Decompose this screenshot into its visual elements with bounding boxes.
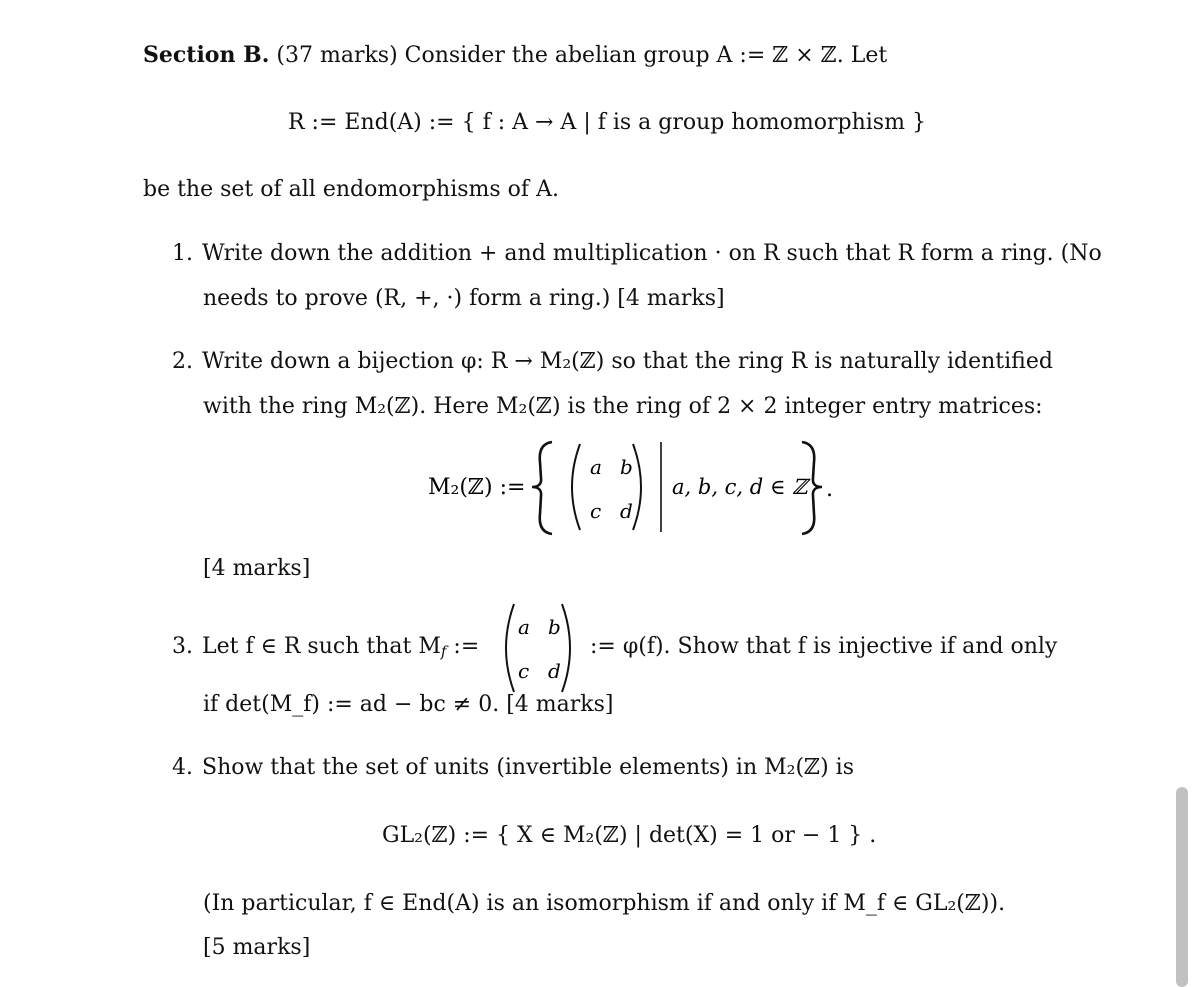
q2-text-line1: Write down a bijection φ: R → M₂(ℤ) so that the ring R is naturally identified [202, 349, 1053, 374]
section-intro: (37 marks) Consider the abelian group A := ℤ × ℤ. Let [276, 43, 888, 68]
q3-text-post: := φ(f). Show that f is injective if and only [590, 634, 1058, 659]
q3-left-paren [506, 604, 514, 692]
matrix-entry-a: a [590, 455, 602, 479]
def-R-display: R := End(A) := { f : A → A | f is a group homomorphism } [288, 110, 926, 135]
q4-text-line2: (In particular, f ∈ End(A) is an isomorphism if and only if M_f ∈ GL₂(ℤ)). [203, 891, 1006, 916]
q3-entry-a: a [518, 615, 530, 639]
matrix-entry-c: c [590, 499, 602, 523]
q3-entry-b: b [548, 615, 561, 639]
q2-marks: [4 marks] [203, 556, 311, 581]
q4-number: 4. [172, 755, 193, 780]
q4-line1 [172, 757, 854, 779]
q3-number: 3. [172, 634, 193, 659]
q3-matrix [498, 600, 586, 696]
m2z-lhs: M₂(ℤ) := [428, 475, 526, 500]
matrix-entry-d: d [620, 499, 633, 523]
q1-line1 [172, 243, 1102, 265]
section-label: Section B. [143, 42, 270, 68]
vertical-scrollbar[interactable] [1176, 787, 1188, 987]
q3-entry-c: c [518, 659, 530, 683]
q3-entry-d: d [548, 659, 561, 683]
q1-text-line2: needs to prove (R, +, ·) form a ring.) [4 marks] [203, 286, 725, 311]
intro-tail: be the set of all endomorphisms of A. [143, 177, 559, 202]
q3-text-line2: if det(M_f) := ad − bc ≠ 0. [4 marks] [203, 692, 614, 717]
def-GL-display: GL₂(ℤ) := { X ∈ M₂(ℤ) | det(X) = 1 or − 1 } . [382, 823, 877, 848]
m2z-set-display [420, 432, 840, 542]
q1-text-line1: Write down the addition + and multiplication · on R such that R form a ring. (No [202, 241, 1102, 266]
left-paren [572, 444, 580, 530]
q4-text-line1: Show that the set of units (invertible elements) in M₂(ℤ) is [202, 755, 854, 780]
q4-marks: [5 marks] [203, 935, 311, 960]
q3-line1-pre [172, 634, 480, 661]
q2-text-line2: with the ring M₂(ℤ). Here M₂(ℤ) is the ring of 2 × 2 integer entry matrices: [203, 394, 1043, 419]
matrix-entry-b: b [620, 455, 633, 479]
q2-number: 2. [172, 349, 193, 374]
q3-assign: := [453, 634, 480, 659]
q3-mf-subscript: f [440, 642, 447, 661]
q2-line1 [172, 351, 1053, 373]
set-condition: a, b, c, d ∈ ℤ [672, 475, 808, 499]
q1-number: 1. [172, 241, 193, 266]
q3-right-paren [562, 604, 570, 692]
period: . [826, 477, 833, 502]
left-brace [532, 442, 552, 534]
q3-text-pre: Let f ∈ R such that M [202, 634, 441, 659]
section-heading [143, 44, 887, 67]
right-paren [633, 444, 641, 530]
